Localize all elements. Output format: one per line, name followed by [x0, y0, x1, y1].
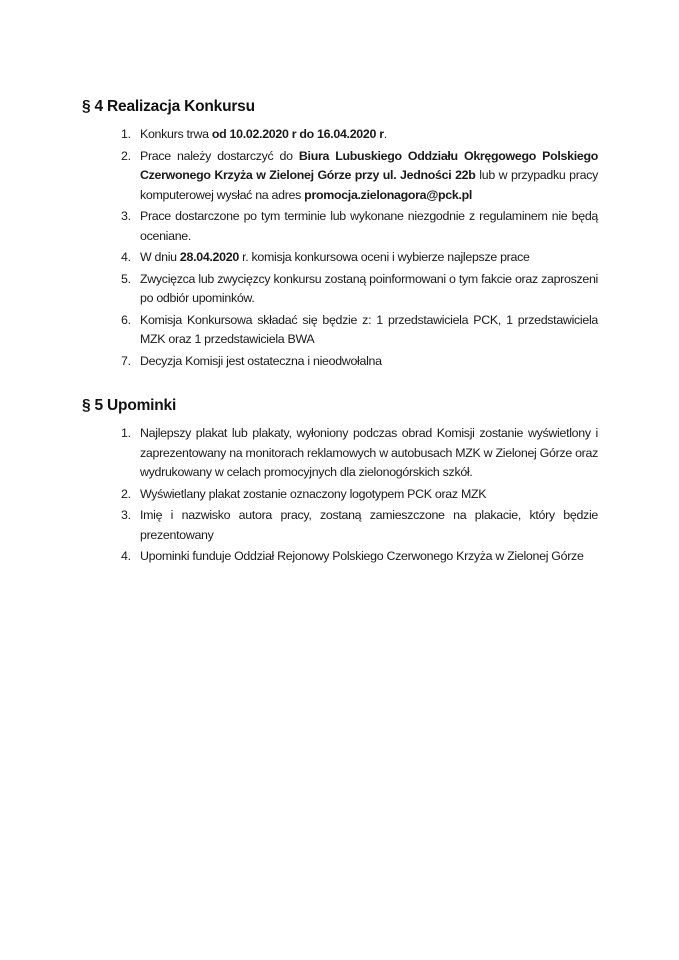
- list-item-number: 5.: [121, 271, 131, 286]
- text-segment: Zwycięzca lub zwycięzcy konkursu zostaną poinformowani o tym fakcie oraz zaproszeni po odbiór upominków.: [140, 271, 598, 305]
- list-item-text: [140, 426, 598, 479]
- list-item-text: [140, 487, 486, 501]
- list-item: [82, 147, 598, 206]
- list-item-text: [140, 250, 530, 264]
- list-item-text: [140, 354, 382, 368]
- text-segment: Imię i nazwisko autora pracy, zostaną zamieszczone na plakacie, który będzie prezentowany: [140, 508, 598, 542]
- text-segment: Upominki funduje Oddział Rejonowy Polskiego Czerwonego Krzyża w Zielonej Górze: [140, 549, 584, 563]
- list-item-text: [140, 149, 598, 202]
- list-item: [82, 207, 598, 246]
- bold-text-segment: promocja.zielonagora@pck.pl: [304, 187, 473, 202]
- text-segment: Konkurs trwa: [140, 127, 212, 141]
- section-4-realizacja-konkursu: [82, 97, 598, 373]
- numbered-list: [82, 424, 598, 567]
- bold-text-segment: od 10.02.2020 r do 16.04.2020 r: [211, 127, 384, 141]
- list-item: [82, 424, 598, 483]
- list-item: [82, 248, 598, 268]
- text-segment: Najlepszy plakat lub plakaty, wyłoniony podczas obrad Komisji zostanie wyświetlony i zaprezentowany na monitorach reklamowych w autobusach MZK w Zielonej Górze oraz wydrukowany w celach promocyjnych dla zielonogórskich szkół.: [140, 426, 598, 479]
- text-segment: W dniu: [140, 250, 180, 264]
- list-item-number: 4.: [121, 549, 131, 563]
- text-segment: Komisja Konkursowa składać się będzie z: 1 przedstawiciela PCK, 1 przedstawiciela MZK oraz 1 przedstawiciela BWA: [140, 312, 598, 346]
- bold-text-segment: Biura Lubuskiego Oddziału Okręgowego Polskiego Czerwonego Krzyża w Zielonej Górze przy ul. Jedności 22b: [140, 148, 599, 182]
- list-item-number: 3.: [121, 508, 131, 522]
- list-item-text: [140, 209, 598, 243]
- section-heading: § 4 Realizacja Konkursu: [82, 98, 255, 115]
- list-item-text: [140, 127, 387, 141]
- list-item-text: [140, 272, 598, 306]
- list-item: [82, 352, 598, 372]
- list-item: [82, 311, 598, 350]
- section-5-upominki: [82, 396, 598, 569]
- text-segment: Wyświetlany plakat zostanie oznaczony logotypem PCK oraz MZK: [140, 486, 487, 501]
- list-item-number: 3.: [121, 209, 131, 223]
- list-item-number: 1.: [121, 426, 131, 440]
- text-segment: r. komisja konkursowa oceni i wybierze najlepsze prace: [238, 250, 530, 264]
- list-item-text: [140, 508, 598, 542]
- text-segment: .: [383, 127, 387, 141]
- text-segment: Prace dostarczone po tym terminie lub wykonane niezgodnie z regulaminem nie będą ocenianе.: [140, 209, 598, 243]
- list-item-number: 7.: [121, 353, 131, 368]
- list-item-number: 1.: [121, 127, 131, 141]
- list-item: [82, 125, 598, 145]
- list-item-text: [140, 549, 584, 563]
- text-segment: Decyzja Komisji jest ostateczna i nieodwołalna: [140, 353, 382, 368]
- list-item: [82, 506, 598, 545]
- list-item: [82, 270, 598, 309]
- list-item-number: 6.: [121, 312, 131, 327]
- list-item-number: 4.: [121, 250, 131, 264]
- list-item-number: 2.: [121, 148, 131, 163]
- list-item: [82, 547, 598, 567]
- text-segment: lub w przypadku pracy komputerowej wysłać na adres: [140, 168, 598, 202]
- text-segment: Prace należy dostarczyć do: [140, 148, 299, 163]
- section-heading: § 5 Upominki: [82, 397, 177, 414]
- list-item: [82, 485, 598, 505]
- list-item-number: 2.: [121, 486, 131, 501]
- list-item-text: [140, 313, 598, 347]
- bold-text-segment: 28.04.2020: [179, 250, 239, 264]
- numbered-list: [82, 125, 598, 371]
